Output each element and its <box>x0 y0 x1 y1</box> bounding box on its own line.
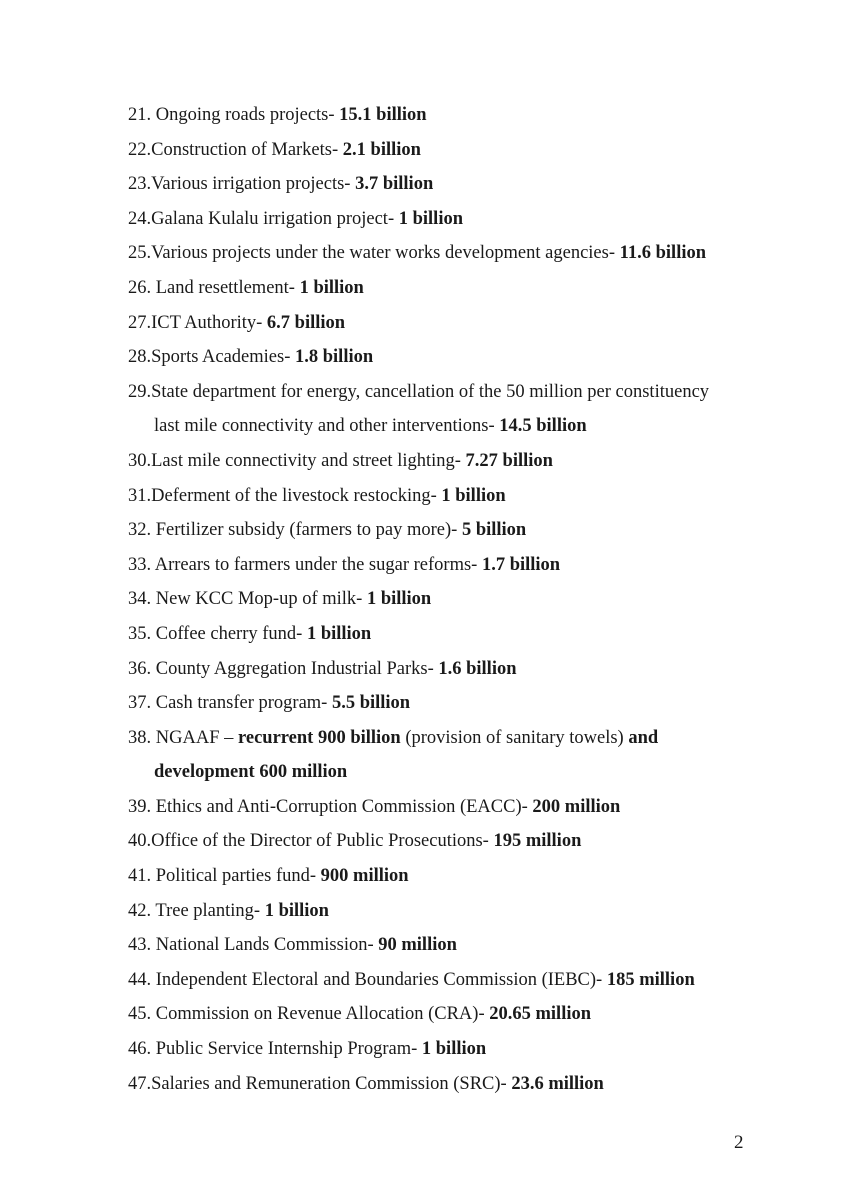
item-amount: 90 million <box>378 935 457 956</box>
list-item-27 <box>128 306 758 341</box>
item-text: 34. New KCC Mop-up of milk- <box>128 589 367 610</box>
item-text: 44. Independent Electoral and Boundaries Commission (IEBC)- <box>128 969 607 990</box>
list-item-36 <box>128 652 758 687</box>
list-item-37 <box>128 686 758 721</box>
item-amount: 185 million <box>606 969 695 990</box>
item-amount: 5.5 billion <box>331 693 411 714</box>
item-amount: 1 billion <box>441 485 506 506</box>
item-amount: 7.27 billion <box>465 450 553 471</box>
item-text: (provision of sanitary towels) <box>400 727 629 748</box>
list-item-38 <box>128 721 758 790</box>
item-text: 33. Arrears to farmers under the sugar reforms- <box>128 554 482 575</box>
item-text: 47.Salaries and Remuneration Commission (SRC)- <box>128 1073 512 1094</box>
item-text: 24.Galana Kulalu irrigation project- <box>128 208 399 229</box>
item-amount: 6.7 billion <box>266 312 346 333</box>
item-amount: recurrent 900 billion <box>237 727 401 748</box>
item-amount: 1 billion <box>421 1039 487 1060</box>
item-amount: development 600 million <box>154 762 348 783</box>
list-item-21 <box>128 98 758 133</box>
item-text: 38. NGAAF – <box>128 727 238 748</box>
item-text: 41. Political parties fund- <box>128 866 321 887</box>
list-item-32 <box>128 513 758 548</box>
item-text: 27.ICT Authority- <box>128 312 267 333</box>
item-text: 29.State department for energy, cancellation of the 50 million per constituency <box>128 381 710 402</box>
item-text: 46. Public Service Internship Program- <box>128 1039 422 1060</box>
list-item-22 <box>128 133 758 168</box>
item-text: 25.Various projects under the water works development agencies- <box>128 243 620 264</box>
item-text: 30.Last mile connectivity and street lighting- <box>128 450 466 471</box>
item-text: 23.Various irrigation projects- <box>128 174 356 195</box>
item-text: 28.Sports Academies- <box>128 347 295 368</box>
list-item-34 <box>128 582 758 617</box>
item-text: 31.Deferment of the livestock restocking- <box>128 485 442 506</box>
list-item-35 <box>128 617 758 652</box>
page-number: 2 <box>734 1132 744 1153</box>
list-item-25 <box>128 236 758 271</box>
list-item-39 <box>128 790 758 825</box>
item-amount: 195 million <box>493 831 582 852</box>
item-text: 39. Ethics and Anti-Corruption Commission (EACC)- <box>128 796 533 817</box>
item-amount: 2.1 billion <box>342 139 421 160</box>
list-item-23 <box>128 167 758 202</box>
item-amount: 200 million <box>532 796 621 817</box>
item-continuation <box>128 409 758 444</box>
item-text: 37. Cash transfer program- <box>128 693 332 714</box>
list-item-31 <box>128 479 758 514</box>
list-item-43 <box>128 928 758 963</box>
item-amount: 1 billion <box>306 623 372 644</box>
list-item-42 <box>128 894 758 929</box>
list-item-46 <box>128 1032 758 1067</box>
list-item-29 <box>128 375 758 444</box>
item-amount: 1 billion <box>299 277 364 298</box>
item-first-line <box>128 721 758 756</box>
list-item-24 <box>128 202 758 237</box>
list-item-30 <box>128 444 758 479</box>
item-text: 22.Construction of Markets- <box>128 139 343 160</box>
item-amount: 1 billion <box>264 900 329 921</box>
item-text: last mile connectivity and other interventions- <box>154 416 500 437</box>
item-text: 35. Coffee cherry fund- <box>128 623 307 644</box>
item-text: 43. National Lands Commission- <box>128 935 379 956</box>
item-text: 45. Commission on Revenue Allocation (CRA)- <box>128 1004 490 1025</box>
list-item-40 <box>128 824 758 859</box>
item-amount: 1.8 billion <box>295 347 374 368</box>
item-amount: 15.1 billion <box>339 105 427 125</box>
list-item-41 <box>128 859 758 894</box>
item-text: 21. Ongoing roads projects- <box>128 105 340 125</box>
item-text: 42. Tree planting- <box>128 900 265 921</box>
item-amount: 23.6 million <box>511 1073 604 1094</box>
item-amount: 5 billion <box>461 520 527 541</box>
item-text: 26. Land resettlement- <box>128 277 300 298</box>
list-item-28 <box>128 340 758 375</box>
item-amount: 1.6 billion <box>438 658 517 679</box>
item-amount: 14.5 billion <box>499 416 587 437</box>
item-amount: 3.7 billion <box>355 174 434 195</box>
list-item-33 <box>128 548 758 583</box>
item-conjunction: and <box>628 727 659 748</box>
list-item-47 <box>128 1067 758 1102</box>
list-item-45 <box>128 997 758 1032</box>
item-amount: 20.65 million <box>489 1004 592 1025</box>
item-amount: 900 million <box>320 866 409 887</box>
item-amount: 1 billion <box>366 589 432 610</box>
item-amount: 11.6 billion <box>619 243 707 264</box>
item-text: 40.Office of the Director of Public Prosecutions- <box>128 831 494 852</box>
item-amount: 1.7 billion <box>481 554 561 575</box>
item-text: 36. County Aggregation Industrial Parks- <box>128 658 439 679</box>
list-item-26 <box>128 271 758 306</box>
list-item-44 <box>128 963 758 998</box>
item-text: 32. Fertilizer subsidy (farmers to pay more)- <box>128 520 462 541</box>
allocation-list <box>128 98 758 1101</box>
item-amount: 1 billion <box>398 208 463 229</box>
